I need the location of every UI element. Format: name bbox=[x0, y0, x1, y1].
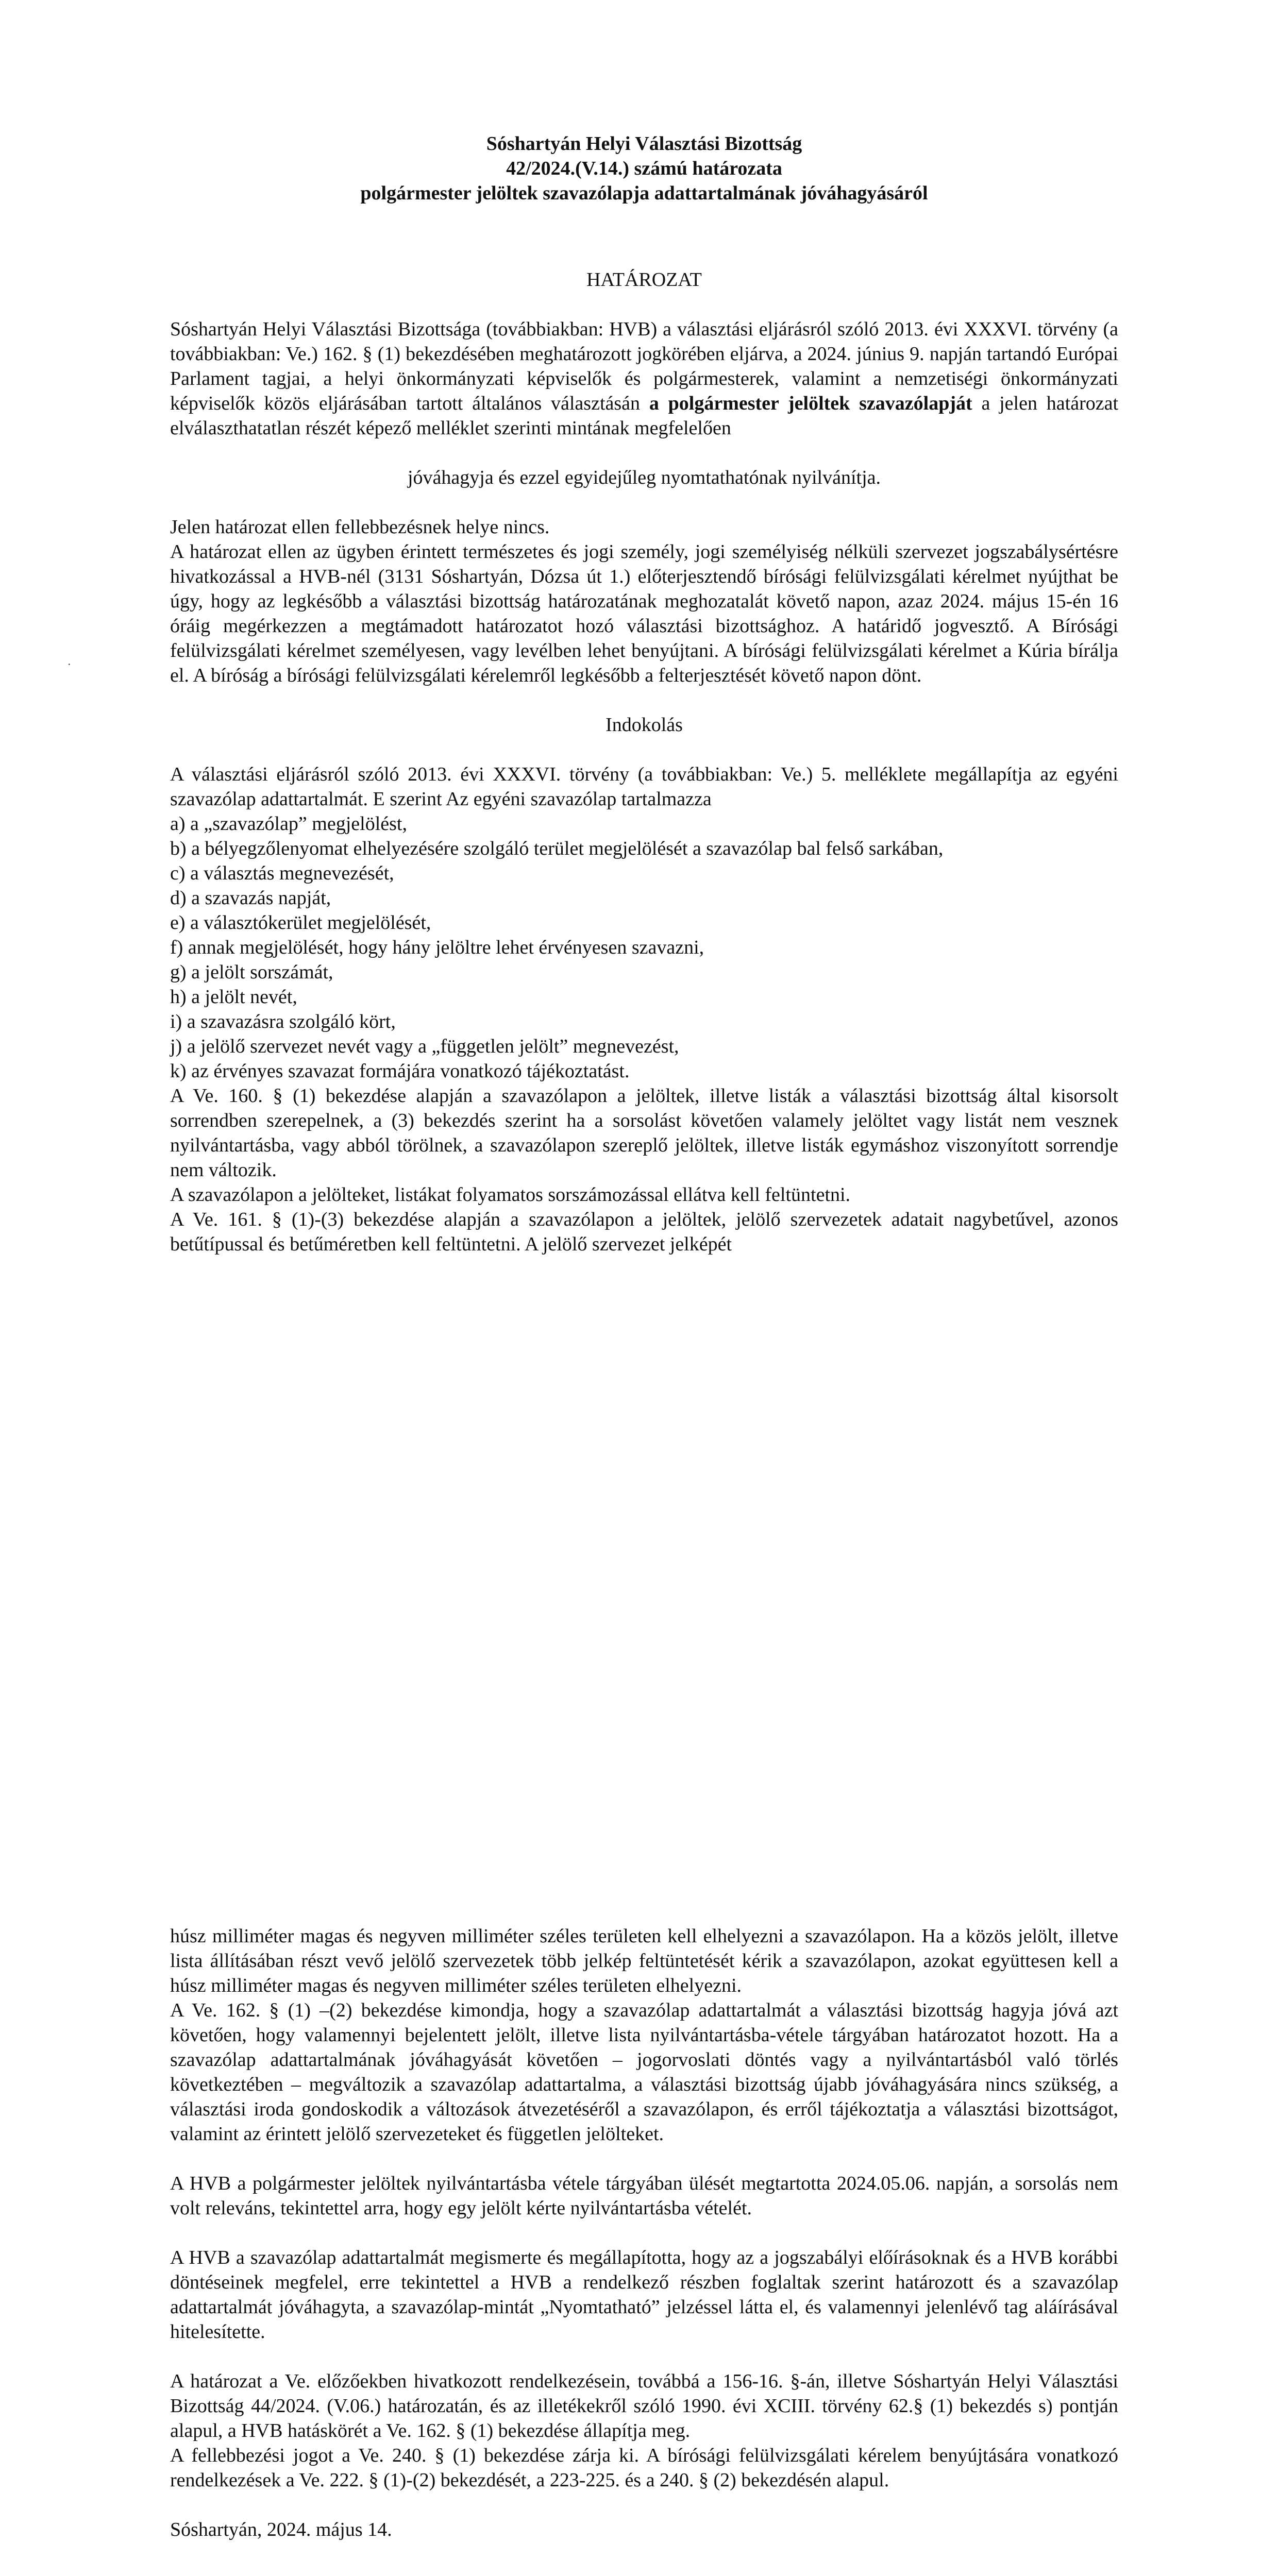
page2-body bbox=[170, 1924, 1118, 2542]
reasoning-heading: Indokolás bbox=[606, 714, 683, 736]
list-item: d) a szavazás napját, bbox=[170, 887, 331, 909]
resolution-approval: jóváhagyja és ezzel egyidejűleg nyomtathatónak nyilvánítja. bbox=[407, 467, 881, 488]
list-item: j) a jelölő szervezet nevét vagy a „független jelölt” megnevezést, bbox=[170, 1036, 679, 1057]
reasoning-paragraph: A szavazólapon a jelölteket, listákat folyamatos sorszámozással ellátva kell feltüntetni. bbox=[170, 1184, 851, 1206]
reasoning-paragraph: A Ve. 160. § (1) bekezdése alapján a szavazólapon a jelöltek, illetve listák a választási bizottság által kisorsolt sorrendben szerepelnek, a (3) bekezdés szerint ha a sorsolást követően valamely jelöltet vagy listát nem vesznek nyilvántartásba, vagy abból törölnek, a szavazólapon szereplő jelöltek, illetve listák egymáshoz viszonyított sorrendje nem változik. bbox=[170, 1085, 1118, 1181]
date-and-place: Sóshartyán, 2024. május 14. bbox=[170, 2519, 392, 2540]
header-subject: polgármester jelöltek szavazólapja adattartalmának jóváhagyásáról bbox=[360, 182, 928, 204]
document-page-2 bbox=[0, 1807, 1278, 2576]
resolution-heading: HATÁROZAT bbox=[586, 269, 702, 291]
header-committee-name: Sóshartyán Helyi Választási Bizottság bbox=[486, 133, 802, 155]
reasoning-paragraph: húsz milliméter magas és negyven milliméter széles területen kell elhelyezni a szavazólapon. Ha a közös jelölt, illetve lista állításában részt vevő jelölő szervezetek több jelkép feltüntetését kérik a szavazólapon, azokat együttesen kell a húsz milliméter magas és negyven milliméter széles területen elhelyezni. bbox=[170, 1925, 1118, 1996]
reasoning-paragraph: A választási eljárásról szóló 2013. évi XXXVI. törvény (a továbbiakban: Ve.) 5. melléklete megállapítja az egyéni szavazólap adattartalmát. E szerint Az egyéni szavazólap tartalmazza bbox=[170, 764, 1118, 810]
list-item: a) a „szavazólap” megjelölést, bbox=[170, 813, 407, 835]
list-item: f) annak megjelölését, hogy hány jelöltre lehet érvényesen szavazni, bbox=[170, 937, 704, 958]
resolution-intro: Sóshartyán Helyi Választási Bizottsága (továbbiakban: HVB) a választási eljárásról szóló 2013. évi XXXVI. törvény (a továbbiakban: Ve.) 162. § (1) bekezdésében meghatározott jogkörében eljárva, a 2024. június 9. napján tartandó Európai Parlament tagjai, a helyi önkormányzati képviselők és polgármesterek, valamint a nemzetiségi önkormányzati képviselők közös eljárásában tartott általános választásán a polgármester jelöltek szavazólapját a jelen határozat elválaszthatatlan részét képező melléklet szerinti mintának megfelelően bbox=[170, 318, 1119, 439]
scan-mark: · bbox=[67, 657, 72, 672]
list-item: k) az érvényes szavazat formájára vonatkozó tájékoztatást. bbox=[170, 1060, 630, 1082]
content-list bbox=[170, 811, 1118, 1083]
page1-body bbox=[170, 131, 1118, 1257]
list-item: c) a választás megnevezését, bbox=[170, 862, 394, 884]
reasoning-paragraph: A fellebbezési jogot a Ve. 240. § (1) bekezdése zárja ki. A bírósági felülvizsgálati kérelem benyújtására vonatkozó rendelkezések a Ve. 222. § (1)-(2) bekezdését, a 223-225. és a 240. § (2) bekezdésén alapul. bbox=[170, 2445, 1118, 2491]
list-item: b) a bélyegzőlenyomat elhelyezésére szolgáló terület megjelölését a szavazólap bal felső sarkában, bbox=[170, 838, 944, 859]
no-appeal-text: Jelen határozat ellen fellebbezésnek helye nincs. bbox=[170, 516, 550, 538]
list-item: h) a jelölt nevét, bbox=[170, 986, 297, 1008]
reasoning-paragraph: A Ve. 162. § (1) –(2) bekezdése kimondja, hogy a szavazólap adattartalmát a választási bizottság hagyja jóvá azt követően, hogy valamennyi bejelentett jelölt, illetve lista nyilvántartásba-vétele tárgyában határozatot hozott. Ha a szavazólap adattartalmának jóváhagyását követően – jogorvoslati döntés vagy a nyilvántartásból való törlés következtében – megváltozik a szavazólap adattartalma, a választási bizottság újabb jóváhagyására nincs szükség, a választási iroda gondoskodik a változások átvezetéséről a szavazólapon, és erről tájékoztatja a választási bizottságot, valamint az érintett jelölő szervezeteket és független jelölteket. bbox=[170, 1999, 1118, 2145]
header-resolution-number: 42/2024.(V.14.) számú határozata bbox=[506, 158, 782, 179]
reasoning-paragraph: A HVB a szavazólap adattartalmát megismerte és megállapította, hogy az a jogszabályi előírásoknak és a HVB korábbi döntéseinek megfelel, erre tekintettel a HVB a rendelkező részben foglaltak szerint határozott és a szavazólap adattartalmát jóváhagyta, a szavazólap-mintát „Nyomtatható” jelzéssel látta el, és valamennyi jelenlévő tag aláírásával hitelesítette. bbox=[170, 2247, 1118, 2343]
legal-remedy-text: A határozat ellen az ügyben érintett természetes és jogi személy, jogi személyiség nélküli szervezet jogszabálysértésre hivatkozással a HVB-nél (3131 Sóshartyán, Dózsa út 1.) előterjesztendő bírósági felülvizsgálati kérelmet nyújthat be úgy, hogy az legkésőbb a választási bizottság határozatának meghozatalát követő napon, azaz 2024. május 15-én 16 óráig megérkezzen a megtámadott határozatot hozó választási bizottsághoz. A határidő jogvesztő. A Bírósági felülvizsgálati kérelmet személyesen, vagy levélben lehet benyújtani. A bírósági felülvizsgálati kérelmet a Kúria bírálja el. A bíróság a bírósági felülvizsgálati kérelemről legkésőbb a felterjesztését követő napon dönt. bbox=[170, 541, 1118, 686]
list-item: i) a szavazásra szolgáló kört, bbox=[170, 1011, 396, 1032]
list-item: e) a választókerület megjelölését, bbox=[170, 912, 431, 934]
reasoning-paragraph: A Ve. 161. § (1)-(3) bekezdése alapján a szavazólapon a jelöltek, jelölő szervezetek adatait nagybetűvel, azonos betűtípussal és betűméretben kell feltüntetni. A jelölő szervezet jelképét bbox=[170, 1209, 1118, 1255]
list-item: g) a jelölt sorszámát, bbox=[170, 961, 333, 983]
reasoning-paragraph: A HVB a polgármester jelöltek nyilvántartásba vétele tárgyában ülését megtartotta 2024.05.06. napján, a sorsolás nem volt releváns, tekintettel arra, hogy egy jelölt kérte nyilvántartásba vételét. bbox=[170, 2173, 1118, 2219]
reasoning-paragraph: A határozat a Ve. előzőekben hivatkozott rendelkezésein, továbbá a 156-16. §-án, illetve Sóshartyán Helyi Választási Bizottság 44/2024. (V.06.) határozatán, és az illetékekről szóló 1990. évi XCIII. törvény 62.§ (1) bekezdés s) pontján alapul, a HVB hatáskörét a Ve. 162. § (1) bekezdése állapítja meg. bbox=[170, 2370, 1118, 2442]
